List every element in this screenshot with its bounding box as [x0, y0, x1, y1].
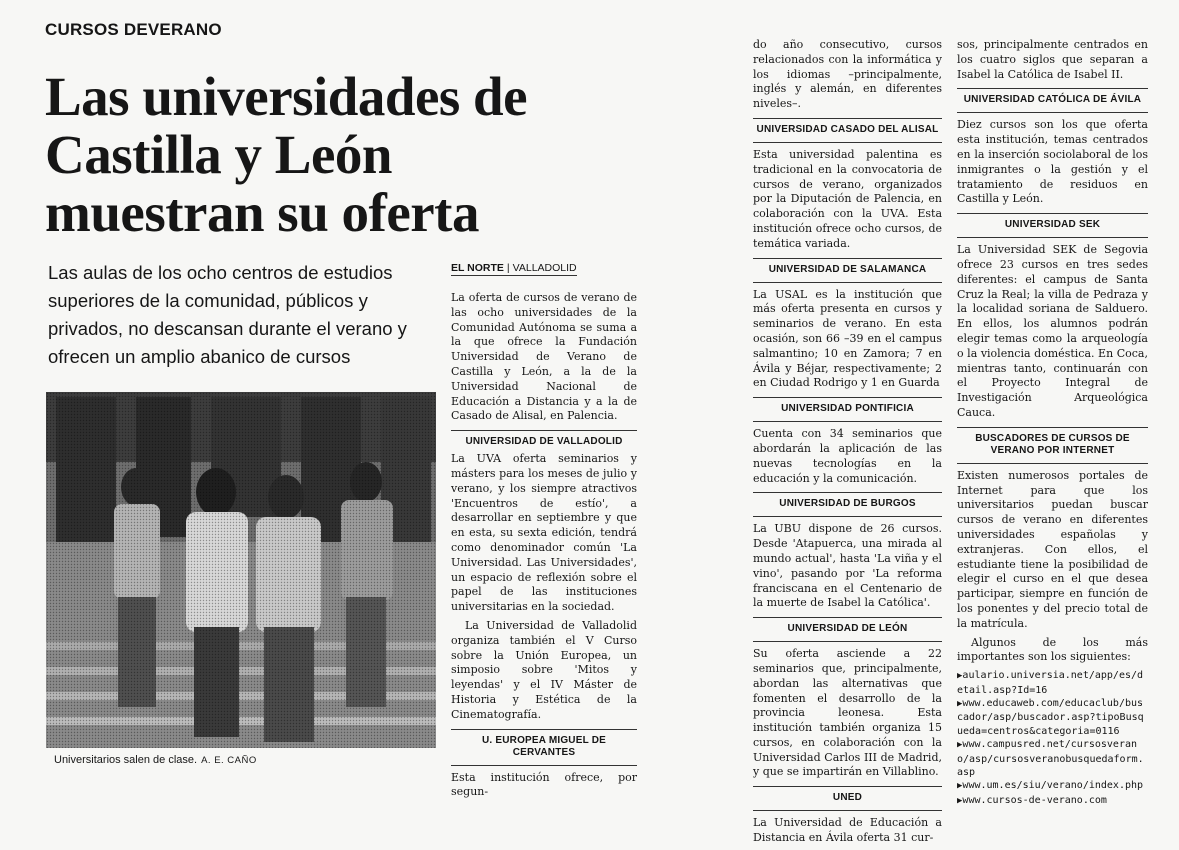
divider	[957, 112, 1148, 113]
divider	[957, 88, 1148, 89]
divider	[957, 213, 1148, 214]
divider	[451, 765, 637, 766]
article-column-1	[451, 291, 637, 804]
divider	[753, 810, 942, 811]
subhead-uned: UNED	[832, 792, 863, 804]
subhead-buscadores: BUSCADORES DE CURSOS DE VERANO POR INTERNET	[975, 432, 1130, 456]
article-column-2	[753, 38, 942, 850]
article-column-3	[957, 38, 1148, 808]
arrow-icon: ▶	[957, 740, 963, 751]
subhead-sek: UNIVERSIDAD SEK	[1004, 219, 1101, 231]
byline: EL NORTE | VALLADOLID	[451, 262, 577, 274]
subhead-valladolid: UNIVERSIDAD DE VALLADOLID	[465, 436, 623, 448]
divider	[753, 282, 942, 283]
photo-caption	[54, 754, 257, 766]
divider	[753, 641, 942, 642]
subhead-cervantes: U. EUROPEA MIGUEL DE CERVANTES	[481, 734, 606, 758]
divider	[753, 142, 942, 143]
paragraph-valladolid-1: La UVA oferta seminarios y másters para los meses de julio y verano, y los siempre atractivos 'Encuentros de estío', a desarrollar en septiembre y que en esta, su sexta edición, tendrá como denominador común 'La Universidad. Las Universidades', un espacio de reflexión sobre el papel de las instituciones universitarias en la sociedad.	[451, 452, 637, 614]
link-item[interactable]	[957, 669, 1148, 697]
link-text[interactable]: www.um.es/siu/verano/index.php	[962, 780, 1144, 792]
divider	[753, 516, 942, 517]
intro-paragraph: La oferta de cursos de verano de las ocho universidades de la Comunidad Autónoma se suma a la que ofrece la Fundación Universidad de Verano de Castilla y León, a la de la Universidad Nacional de Educación a Distancia y a la de Casado de Alisal, en Palencia.	[451, 291, 637, 423]
paragraph-continuation: do año consecutivo, cursos relacionados con la informática y los idiomas –principalmente, inglés y alemán, en diferentes niveles–.	[753, 38, 942, 111]
link-item[interactable]	[957, 697, 1148, 738]
arrow-icon: ▶	[957, 698, 963, 709]
byline-outlet: EL NORTE	[451, 262, 504, 274]
paragraph-buscadores-1: Existen numerosos portales de Internet para que los universitarios puedan buscar cursos de verano en diferentes universidades españolas y extranjeras. Con ellos, el estudiante tiene la posibilidad de elegir el curso en el que desea participar, siempre en función de los ponentes y del precio total de la matrícula.	[957, 468, 1148, 630]
paragraph-catolica: Diez cursos son los que oferta esta institución, temas centrados en la inserción sociolaboral de los inmigrantes o la gestión y el tratamiento de residuos en Castilla y León.	[957, 118, 1148, 206]
link-item[interactable]	[957, 794, 1148, 808]
divider	[451, 430, 637, 431]
arrow-icon: ▶	[957, 781, 963, 792]
subhead-salamanca: UNIVERSIDAD DE SALAMANCA	[768, 263, 927, 275]
paragraph-uned: La Universidad de Educación a Distancia en Ávila oferta 31 cur-	[753, 816, 942, 845]
link-item[interactable]	[957, 738, 1148, 779]
subhead-catolica: UNIVERSIDAD CATÓLICA DE ÁVILA	[963, 94, 1142, 106]
divider	[753, 421, 942, 422]
subheadline: Las aulas de los ocho centros de estudios superiores de la comunidad, públicos y privados, no descansan durante el verano y ofrecen un amplio abanico de cursos	[48, 262, 407, 367]
divider	[957, 237, 1148, 238]
caption-text: Universitarios salen de clase.	[54, 754, 198, 766]
divider	[753, 397, 942, 398]
paragraph-sek: La Universidad SEK de Segovia ofrece 23 cursos en tres sedes diferentes: el campus de Santa Cruz la Real; la villa de Pedraza y la localidad soriana de Salduero. En ellos, los alumnos podrán elegir temas como la arqueología o la violencia doméstica. En Coca, mientras tanto, continuarán con el Proyecto Integral de Investigación Arqueológica Cauca.	[957, 243, 1148, 419]
link-text[interactable]: www.campusred.net/cursosverano/asp/cursosveranobusquedaform.asp	[957, 739, 1144, 778]
divider	[957, 427, 1148, 428]
divider	[957, 463, 1148, 464]
subhead-burgos: UNIVERSIDAD DE BURGOS	[779, 498, 916, 510]
paragraph-cervantes: Esta institución ofrece, por segun-	[451, 770, 637, 799]
divider	[753, 492, 942, 493]
paragraph-buscadores-2: Algunos de los más importantes son los siguientes:	[957, 635, 1148, 664]
paragraph-burgos: La UBU dispone de 26 cursos. Desde 'Atapuerca, una mirada al mundo actual', hasta 'La viña y el vino', pasando por 'La reforma franciscana en el Centenario de la muerte de Isabel la Católica'.	[753, 522, 942, 610]
link-text[interactable]: www.educaweb.com/educaclub/buscador/asp/buscador.asp?tipoBusqueda=centros&categoria=0116	[957, 697, 1144, 737]
divider	[451, 729, 637, 730]
subhead-pontificia: UNIVERSIDAD PONTIFICIA	[781, 403, 914, 415]
paragraph-valladolid-2: La Universidad de Valladolid organiza también el V Curso sobre la Unión Europea, un simposio sobre 'Mitos y leyendas' y el IV Máster de Historia y Estética de la Cinematografía.	[451, 618, 637, 721]
paragraph-alisal: Esta universidad palentina es tradicional en la convocatoria de cursos de verano, organizados por la Diputación de Palencia, en colaboración con la UVA. Esta institución ofrece ocho cursos, de temática variada.	[753, 147, 942, 250]
paragraph-pontificia: Cuenta con 34 seminarios que abordarán la aplicación de las nuevas tecnologías en la educación y la comunicación.	[753, 427, 942, 485]
paragraph-salamanca: La USAL es la institución que más oferta presenta en cursos y seminarios de verano. En esta ocasión, son 66 –39 en el campus salmantino; 10 en Zamora; 7 en Ávila y Béjar, respectivamente; 2 en Ciudad Rodrigo y 1 en Guarda	[753, 287, 942, 390]
headline: Las universidades de Castilla y León muestran su oferta	[45, 66, 528, 243]
arrow-icon: ▶	[957, 671, 963, 682]
divider	[753, 786, 942, 787]
students-photo	[46, 392, 436, 748]
link-text[interactable]: www.cursos-de-verano.com	[962, 794, 1107, 806]
section-label: CURSOS DEVERANO	[45, 20, 222, 39]
link-item[interactable]	[957, 779, 1148, 793]
photo-credit: A. E. CAÑO	[201, 755, 257, 766]
divider	[753, 118, 942, 119]
paragraph-leon: Su oferta asciende a 22 seminarios que, principalmente, abordan las alternativas que fomenten el desarrollo de la provincia leonesa. Esta institución también organiza 15 cursos, en colaboración con la Universidad Carlos III de Madrid, y que se impartirán en Villablino.	[753, 647, 942, 779]
link-text[interactable]: aulario.universia.net/app/es/detail.asp?Id=16	[957, 670, 1144, 696]
arrow-icon: ▶	[957, 795, 963, 806]
paragraph-continuation-2: sos, principalmente centrados en los cuatro siglos que separan a Isabel la Católica de Isabel II.	[957, 38, 1148, 81]
byline-city: VALLADOLID	[512, 262, 577, 274]
divider	[753, 617, 942, 618]
subhead-alisal: UNIVERSIDAD CASADO DEL ALISAL	[756, 123, 939, 135]
divider	[753, 258, 942, 259]
subhead-leon: UNIVERSIDAD DE LEÓN	[787, 623, 908, 635]
